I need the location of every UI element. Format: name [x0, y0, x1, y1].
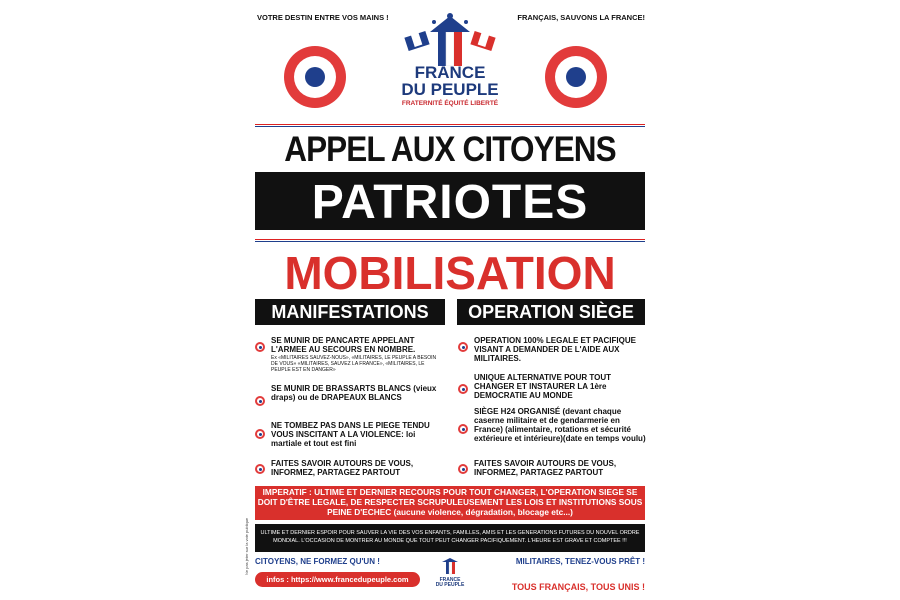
logo-line2: DU PEUPLE — [401, 80, 499, 99]
roundel-bullet-icon — [458, 384, 468, 394]
left-column-header: MANIFESTATIONS — [255, 299, 445, 325]
footer-right-slogan: MILITAIRES, TENEZ-VOUS PRÊT ! — [515, 557, 645, 566]
list-item — [474, 336, 646, 363]
list-item-text: SE MUNIR DE PANCARTE APPELANT L'ARMEE AU SECOURS EN NOMBRE. — [271, 336, 416, 354]
list-item-examples: Ex «MILITAIRES SAUVEZ-NOUS», «MILITAIRES, LE PEUPLE A BESOIN DE VOUS» «MILITAIRES, SAUVEZ LA FRANCE», «MILITAIRES, LE PEUPLE EST EN DANGER» — [271, 355, 437, 373]
list-item — [271, 384, 443, 402]
divider-middle — [255, 239, 645, 243]
top-left-slogan: VOTRE DESTIN ENTRE VOS MAINS ! — [257, 13, 389, 22]
roundel-bullet-icon — [255, 464, 265, 474]
roundel-bullet-icon — [255, 396, 265, 406]
roundel-bullet-icon — [458, 464, 468, 474]
list-item — [474, 373, 646, 400]
roundel-bullet-icon — [458, 342, 468, 352]
roundel-bullet-icon — [255, 342, 265, 352]
poster — [244, 0, 650, 600]
logo-tagline: FRATERNITÉ ÉQUITÉ LIBERTÉ — [401, 100, 499, 107]
mini-logo-text — [426, 578, 474, 588]
mobilisation-heading: MOBILISATION — [284, 247, 616, 299]
top-right-slogan: FRANÇAIS, SAUVONS LA FRANCE! — [517, 13, 645, 22]
imperatif-banner: IMPERATIF : ULTIME ET DERNIER RECOURS POUR TOUT CHANGER, L'OPERATION SIEGE SE DOIT D'ÊTRE LEGALE, DE RESPECTER SCRUPULEUSEMENT LES LOIS ET INSTITUTIONS SOUS PEINE D'ECHEC (aucune violence, dégradation, blocage etc...) — [255, 486, 645, 520]
list-item-text: UNIQUE ALTERNATIVE POUR TOUT CHANGER ET INSTAURER LA 1ère DEMOCRATIE AU MONDE — [474, 373, 612, 400]
roundel-bullet-icon — [255, 429, 265, 439]
list-item — [474, 459, 646, 477]
list-item — [271, 421, 443, 448]
hope-note: ULTIME ET DERNIER ESPOIR POUR SAUVER LA VIE DES VOS ENFANTS, FAMILLES, AMIS ET LES GENERATIONS FUTURES DU NOUVEL ORDRE MONDIAL. L'OCCASION DE MONTRER AU MONDE QUE TOUT PEUT CHANGER PACIFIQUEMENT. L'HEURE EST GRAVE ET COMPTEE !!! — [255, 524, 645, 552]
right-column-header: OPERATION SIÈGE — [457, 299, 645, 325]
infos-link[interactable]: infos : https://www.francedupeuple.com — [255, 572, 420, 587]
footer-left-slogan: CITOYENS, NE FORMEZ QU'UN ! — [255, 557, 380, 566]
list-item-text: SIÈGE H24 ORGANISÉ (devant chaque caserne militaire et de gendarmerie en France) (alimentaire, rotations et sécurité extérieure et intérieure)(date en temps voulu) — [474, 407, 646, 443]
list-item — [474, 407, 646, 443]
list-item-text: FAITES SAVOIR AUTOURS DE VOUS, INFORMEZ, PARTAGEZ PARTOUT — [474, 459, 617, 477]
list-item-text: OPERATION 100% LEGALE ET PACIFIQUE VISANT A DEMANDER DE L'AIDE AUX MILITAIRES. — [474, 336, 636, 363]
list-item-text: NE TOMBEZ PAS DANS LE PIEGE TENDU VOUS INSCITANT A LA VIOLENCE: loi martiale et tout est fini — [271, 421, 430, 448]
footer-bottom-right-slogan: TOUS FRANÇAIS, TOUS UNIS ! — [511, 582, 645, 592]
mini-logo-icon — [436, 558, 464, 578]
title-line2-box — [255, 172, 645, 230]
roundel-bullet-icon — [458, 424, 468, 434]
mini-logo-line1: FRANCE — [439, 577, 461, 583]
logo-line1: FRANCE — [414, 63, 486, 82]
list-item — [271, 459, 443, 477]
title-line1: APPEL AUX CITOYENS — [284, 130, 616, 169]
title-line2: PATRIOTES — [311, 176, 589, 229]
list-item — [271, 336, 443, 373]
side-note: Ne pas jeter sur la voie publique — [244, 517, 249, 575]
mini-logo-line2: DU PEUPLE — [435, 582, 465, 588]
list-item-text: FAITES SAVOIR AUTOURS DE VOUS, INFORMEZ, PARTAGEZ PARTOUT — [271, 459, 414, 477]
divider-top — [255, 124, 645, 128]
logo-flags-icon — [400, 10, 500, 66]
list-item-text: SE MUNIR DE BRASSARTS BLANCS (vieux draps) ou de DRAPEAUX BLANCS — [271, 384, 437, 402]
